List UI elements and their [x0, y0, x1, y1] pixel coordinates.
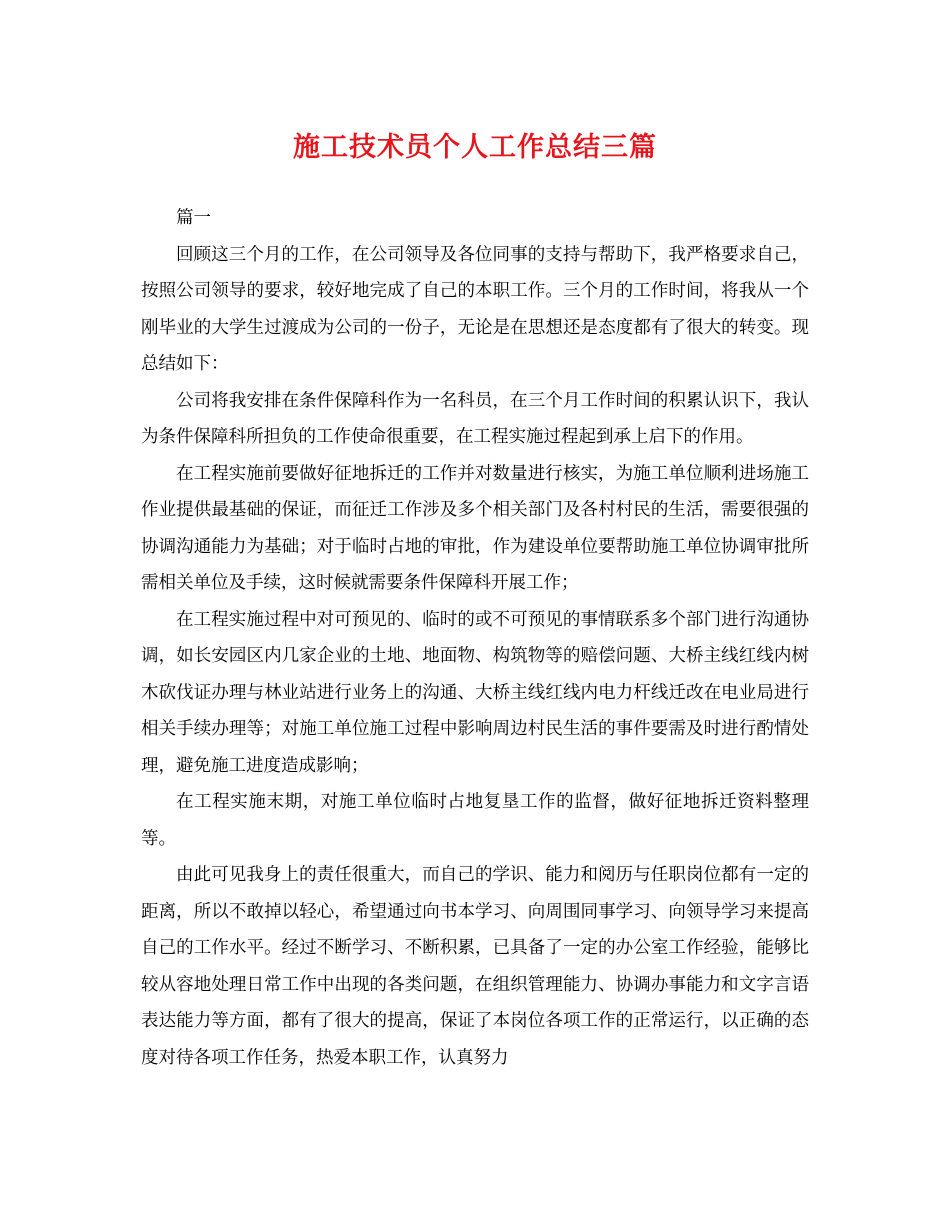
paragraph: 回顾这三个月的工作，在公司领导及各位同事的支持与帮助下，我严格要求自己，按照公司领导的要求，较好地完成了自己的本职工作。三个月的工作时间，将我从一个刚毕业的大学生过渡成为公司的一份子，无论是在思想还是态度都有了很大的转变。现总结如下：: [141, 244, 809, 374]
paragraph: 公司将我安排在条件保障科作为一名科员，在三个月工作时间的积累认识下，我认为条件保障科所担负的工作使命很重要，在工程实施过程起到承上启下的作用。: [141, 390, 809, 447]
paragraph: 由此可见我身上的责任很重大，而自己的学识、能力和阅历与任职岗位都有一定的距离，所以不敢掉以轻心，希望通过向书本学习、向周围同事学习、向领导学习来提高自己的工作水平。经过不断学习、不断积累，已具备了一定的办公室工作经验，能够比较从容地处理日常工作中出现的各类问题，在组织管理能力、协调办事能力和文字言语表达能力等方面，都有了很大的提高，保证了本岗位各项工作的正常运行，以正确的态度对待各项工作任务，热爱本职工作，认真努力: [141, 865, 809, 1068]
section-heading: 篇一: [176, 208, 211, 228]
paragraph: 在工程实施过程中对可预见的、临时的或不可预见的事情联系多个部门进行沟通协调，如长安园区内几家企业的土地、地面物、构筑物等的赔偿问题、大桥主线红线内树木砍伐证办理与林业站进行业务上的沟通、大桥主线红线内电力杆线迁改在电业局进行相关手续办理等；对施工单位施工过程中影响周边村民生活的事件要需及时进行酌情处理，避免施工进度造成影响；: [141, 609, 809, 776]
paragraph: 在工程实施前要做好征地拆迁的工作并对数量进行核实，为施工单位顺利进场施工作业提供最基础的保证，而征迁工作涉及多个相关部门及各村村民的生活，需要很强的协调沟通能力为基础；对于临时占地的审批，作为建设单位要帮助施工单位协调审批所需相关单位及手续，这时候就需要条件保障科开展工作；: [141, 463, 809, 593]
paragraph: 在工程实施末期，对施工单位临时占地复垦工作的监督，做好征地拆迁资料整理等。: [141, 792, 809, 849]
document-title: 施工技术员个人工作总结三篇: [293, 132, 657, 163]
document-body: [141, 200, 809, 1076]
